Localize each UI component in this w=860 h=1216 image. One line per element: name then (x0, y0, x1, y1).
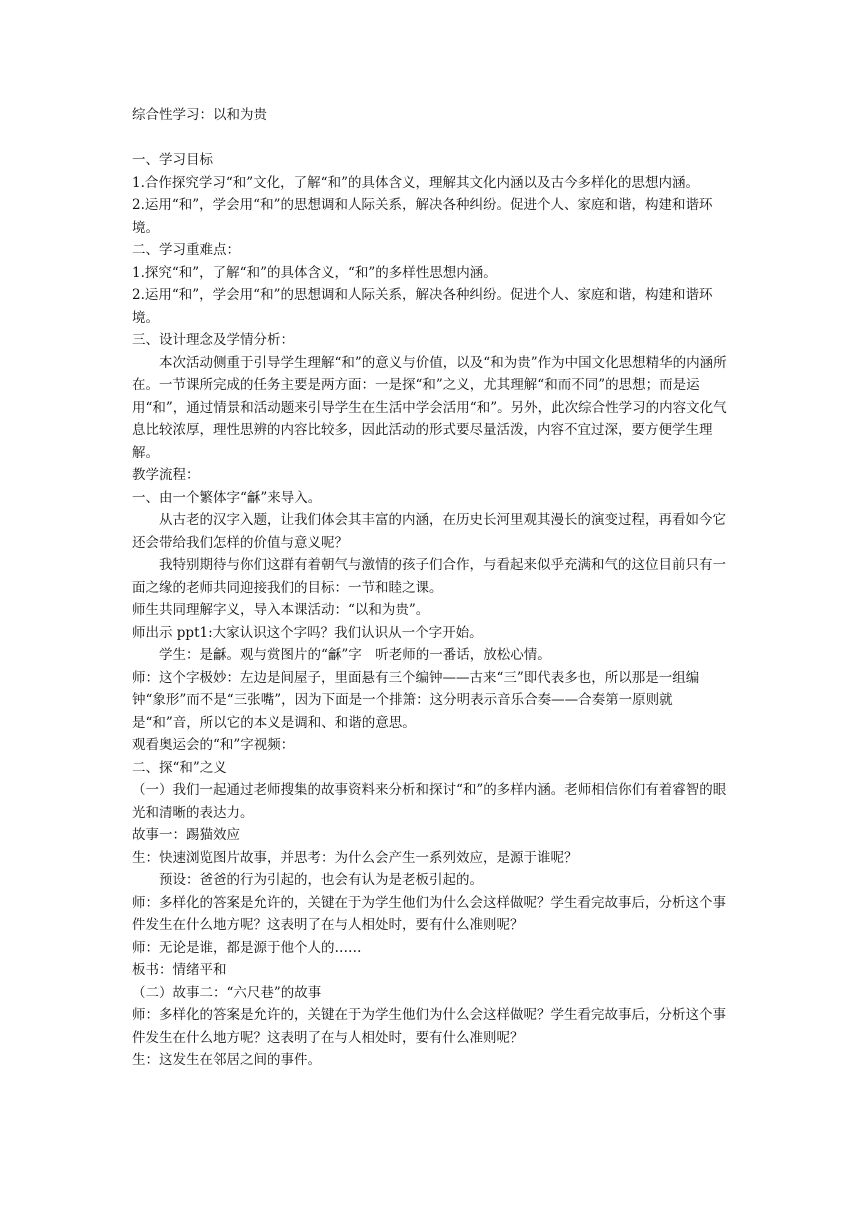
paragraph: 师：多样化的答案是允许的，关键在于为学生他们为什么会这样做呢？学生看完故事后，分析这个事件发生在什么地方呢？这表明了在与人相处时，要有什么准则呢？ (132, 1007, 726, 1046)
paragraph: 从古老的汉字入题，让我们体会其丰富的内涵，在历史长河里观其漫长的演变过程，再看如今它还会带给我们怎样的价值与意义呢？ (132, 512, 726, 551)
section-heading-flow: 教学流程： (132, 467, 200, 483)
paragraph: 师出示 ppt1:大家认识这个字吗？我们认识从一个字开始。 (132, 624, 483, 641)
paragraph: 2.运用“和”，学会用“和”的思想调和人际关系，解决各种纠纷。促进个人、家庭和谐，构建和谐环境。 (132, 197, 713, 236)
paragraph: 师：多样化的答案是允许的，关键在于为学生他们为什么会这样做呢？学生看完故事后，分析这个事件发生在什么地方呢？这表明了在与人相处时，要有什么准则呢？ (132, 894, 726, 933)
paragraph: 师：这个字极妙：左边是间屋子，里面悬有三个编钟——古来“三”即代表多也，所以那是一组编钟“象形”而不是“三张嘴”，因为下面是一个排箫：这分明表示音乐合奏——合奏第一原则就是“和”音，所以它的本义是调和、和谐的意思。 (132, 669, 700, 731)
document-title: 综合性学习：以和为贵 (132, 107, 267, 123)
paragraph: 我特别期待与你们这群有着朝气与激情的孩子们合作，与看起来似乎充满和气的这位目前只有一面之缘的老师共同迎接我们的目标：一节和睦之课。 (132, 557, 726, 596)
section-heading-design: 三、设计理念及学情分析： (132, 332, 294, 348)
subheading: 一、由一个繁体字“龢”来导入。 (132, 489, 322, 506)
paragraph: 1.合作探究学习“和”文化，了解“和”的具体含义，理解其文化内涵以及古今多样化的思想内涵。 (132, 174, 699, 191)
section-heading-goals: 一、学习目标 (132, 152, 213, 168)
paragraph: （二）故事二：“六尺巷”的故事 (132, 984, 322, 1001)
paragraph: 生：快速浏览图片故事，并思考：为什么会产生一系列效应，是源于谁呢？ (132, 849, 578, 866)
paragraph: 2.运用“和”，学会用“和”的思想调和人际关系，解决各种纠纷。促进个人、家庭和谐，构建和谐环境。 (132, 287, 713, 326)
paragraph: 观看奥运会的“和”字视频： (132, 737, 295, 753)
paragraph: 板书：情绪平和 (132, 962, 227, 978)
paragraph: 1.探究“和”，了解“和”的具体含义，“和”的多样性思想内涵。 (132, 264, 497, 281)
paragraph: 师：无论是谁，都是源于他个人的…… (132, 939, 362, 956)
paragraph: 生：这发生在邻居之间的事件。 (132, 1052, 321, 1068)
paragraph: （一）我们一起通过老师搜集的故事资料来分析和探讨“和”的多样内涵。老师相信你们有着睿智的眼光和清晰的表达力。 (132, 782, 727, 821)
blank-line (132, 127, 728, 150)
paragraph: 学生：是龢。观与赏图片的“龢”字 听老师的一番话，放松心情。 (159, 647, 551, 663)
paragraph: 故事一：踢猫效应 (132, 827, 240, 843)
paragraph: 本次活动侧重于引导学生理解“和”的意义与价值，以及“和为贵”作为中国文化思想精华的内涵所在。一节课所完成的任务主要是两方面：一是探“和”之义，尤其理解“和而不同”的思想；而是运用“和”，通过情景和活动题来引导学生在生活中学会活用“和”。另外，此次综合性学习的内容文化气息比较浓厚，理性思辨的内容比较多，因此活动的形式要尽量活泼，内容不宜过深，要方便学生理解。 (132, 354, 727, 461)
subheading: 二、探“和”之义 (132, 759, 227, 776)
paragraph: 预设：爸爸的行为引起的，也会有认为是老板引起的。 (159, 872, 483, 888)
document-body (132, 104, 728, 1072)
paragraph: 师生共同理解字义，导入本课活动：“以和为贵”。 (132, 602, 430, 618)
section-heading-key-points: 二、学习重难点： (132, 242, 240, 258)
